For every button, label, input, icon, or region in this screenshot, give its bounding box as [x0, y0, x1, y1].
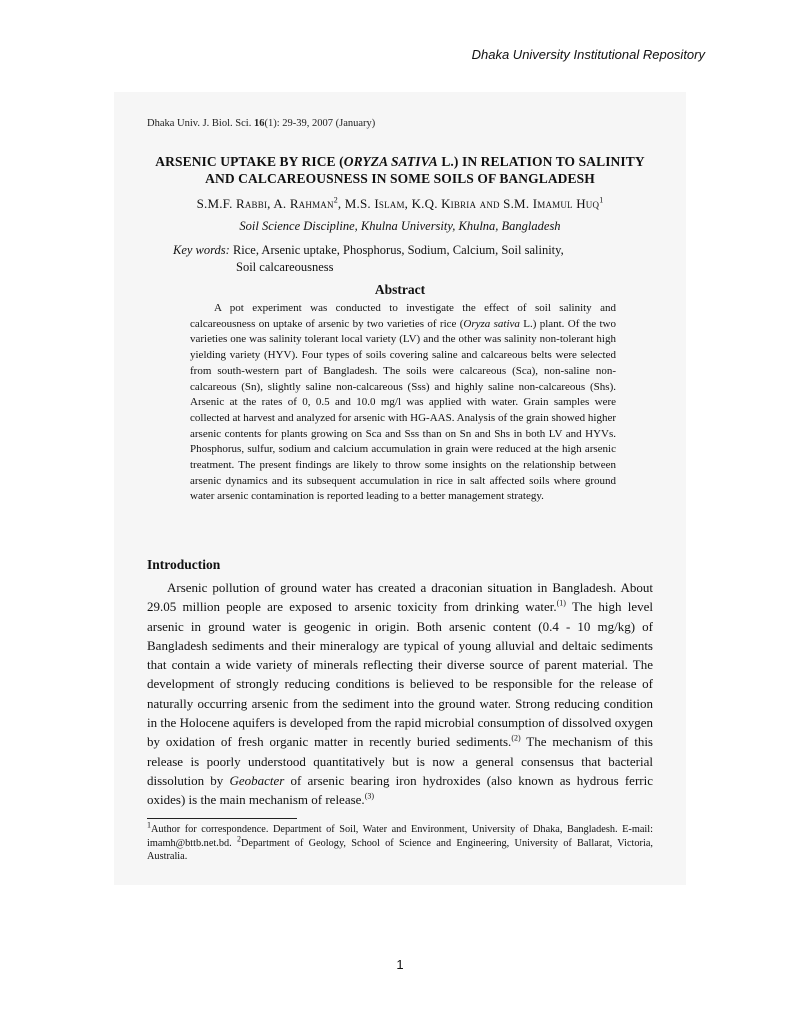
- keywords-label: Key words:: [173, 243, 230, 257]
- keywords: [173, 242, 633, 276]
- abstract-species: Oryza sativa: [463, 317, 520, 330]
- citation-rest: (1): 29-39, 2007 (January): [264, 118, 376, 129]
- introduction-heading: Introduction: [147, 557, 221, 572]
- footnote-text-1: Author for correspondence. Department of Soil, Water and Environment, University of Dhaka, Bangladesh. E-mail: imamh@bttb.net.bd.: [147, 824, 653, 849]
- footnote-sup-2: 2: [236, 834, 241, 844]
- citation-prefix: Dhaka Univ. J. Biol. Sci.: [147, 118, 254, 129]
- affiliation: Soil Science Discipline, Khulna University, Khulna, Bangladesh: [239, 219, 561, 233]
- title-part1: ARSENIC UPTAKE BY RICE (: [155, 154, 344, 169]
- journal-citation: [147, 118, 375, 129]
- intro-text-3: The mechanism of this release is poorly understood quantitatively but is now a general consensus that bacterial dissolution by: [147, 734, 653, 788]
- title-species: ORYZA SATIVA: [343, 154, 438, 169]
- footnote-divider: [147, 818, 297, 819]
- footnote-sup-1: 1: [147, 820, 151, 830]
- intro-ref-1: (1): [556, 598, 566, 608]
- author-sup-2: 2: [333, 195, 338, 205]
- author-sup-1: 1: [599, 195, 604, 205]
- abstract-text: [190, 301, 616, 505]
- intro-text-4: of arsenic bearing iron hydroxides (also known as hydrous ferric oxides) is the main mechanism of release.: [147, 772, 653, 808]
- citation-volume: 16: [253, 118, 265, 129]
- introduction-paragraph: [147, 578, 653, 810]
- abstract-part1: A pot experiment was conducted to investigate the effect of soil salinity and calcareousness on uptake of arsenic by two varieties of rice (: [190, 302, 616, 330]
- authors-part1: S.M.F. Rabbi, A. Rahman: [196, 196, 334, 211]
- page-number: 1: [396, 957, 404, 972]
- intro-text-2: The high level arsenic in ground water is geogenic in origin. Both arsenic content (0.4 - 10 mg/kg) of Bangladesh sediments and their mineralogy are typical of young alluvial and deltaic sediments that contain a wide variety of minerals reflecting their diverse source of parent material. The development of strongly reducing conditions is believed to be responsible for the release of naturally occurring arsenic from the sediment into the ground water. Strong reducing condition in the Holocene aquifers is developed from the rapid microbial consumption of dissolved oxygen by oxidation of fresh organic matter in recently buried sediments.: [147, 599, 654, 750]
- abstract-part2: L.) plant. Of the two varieties one was salinity tolerant local variety (LV) and the other was salinity non-tolerant high yielding variety (HYV). Four types of soils covering saline and calcareous belts were selected from south-western part of Bangladesh. The soils were calcareous (Sca), non-saline non-calcareous (Sn), slightly saline non-calcareous (Sss) and highly saline non-calcareous (Shs). Arsenic at the rates of 0, 0.5 and 10.0 mg/l was applied with water. Grain samples were collected at harvest and analyzed for arsenic with HG-AAS. Analysis of the grain showed higher arsenic contents for plants growing on Sca and Sss than on Sn and Shs in both LV and HYVs. Phosphorus, sulfur, sodium and calcium accumulation in grain were reduced at the high arsenic treatment. The present findings are likely to throw some insights on the relationship between arsenic dynamics and its subsequent accumulation in rice in salt affected soils where ground water arsenic contamination is reported leading to a better management strategy.: [190, 317, 616, 503]
- authors-part2: , M.S. Islam, K.Q. Kibria and S.M. Imamul Huq: [337, 196, 600, 211]
- intro-ref-2: (2): [511, 734, 521, 744]
- footnote-text-2: Department of Geology, School of Science and Engineering, University of Ballarat, Victoria, Australia.: [147, 837, 653, 863]
- intro-genus: Geobacter: [229, 772, 285, 788]
- keywords-line1: Rice, Arsenic uptake, Phosphorus, Sodium, Calcium, Soil salinity,: [229, 243, 564, 257]
- paper-title: [140, 153, 660, 187]
- title-part2: L.) IN RELATION TO SALINITY AND CALCAREOUSNESS IN SOME SOILS OF BANGLADESH: [205, 154, 645, 186]
- keywords-line2: Soil calcareousness: [236, 260, 334, 274]
- footnote: [147, 820, 653, 864]
- abstract-heading: Abstract: [374, 282, 426, 297]
- author-list: [140, 196, 660, 212]
- repository-header: Dhaka University Institutional Repository: [471, 47, 705, 62]
- intro-ref-3: (3): [364, 791, 375, 801]
- intro-text-1: Arsenic pollution of ground water has created a draconian situation in Bangladesh. About 29.05 million people are exposed to arsenic toxicity from drinking water.: [147, 580, 653, 615]
